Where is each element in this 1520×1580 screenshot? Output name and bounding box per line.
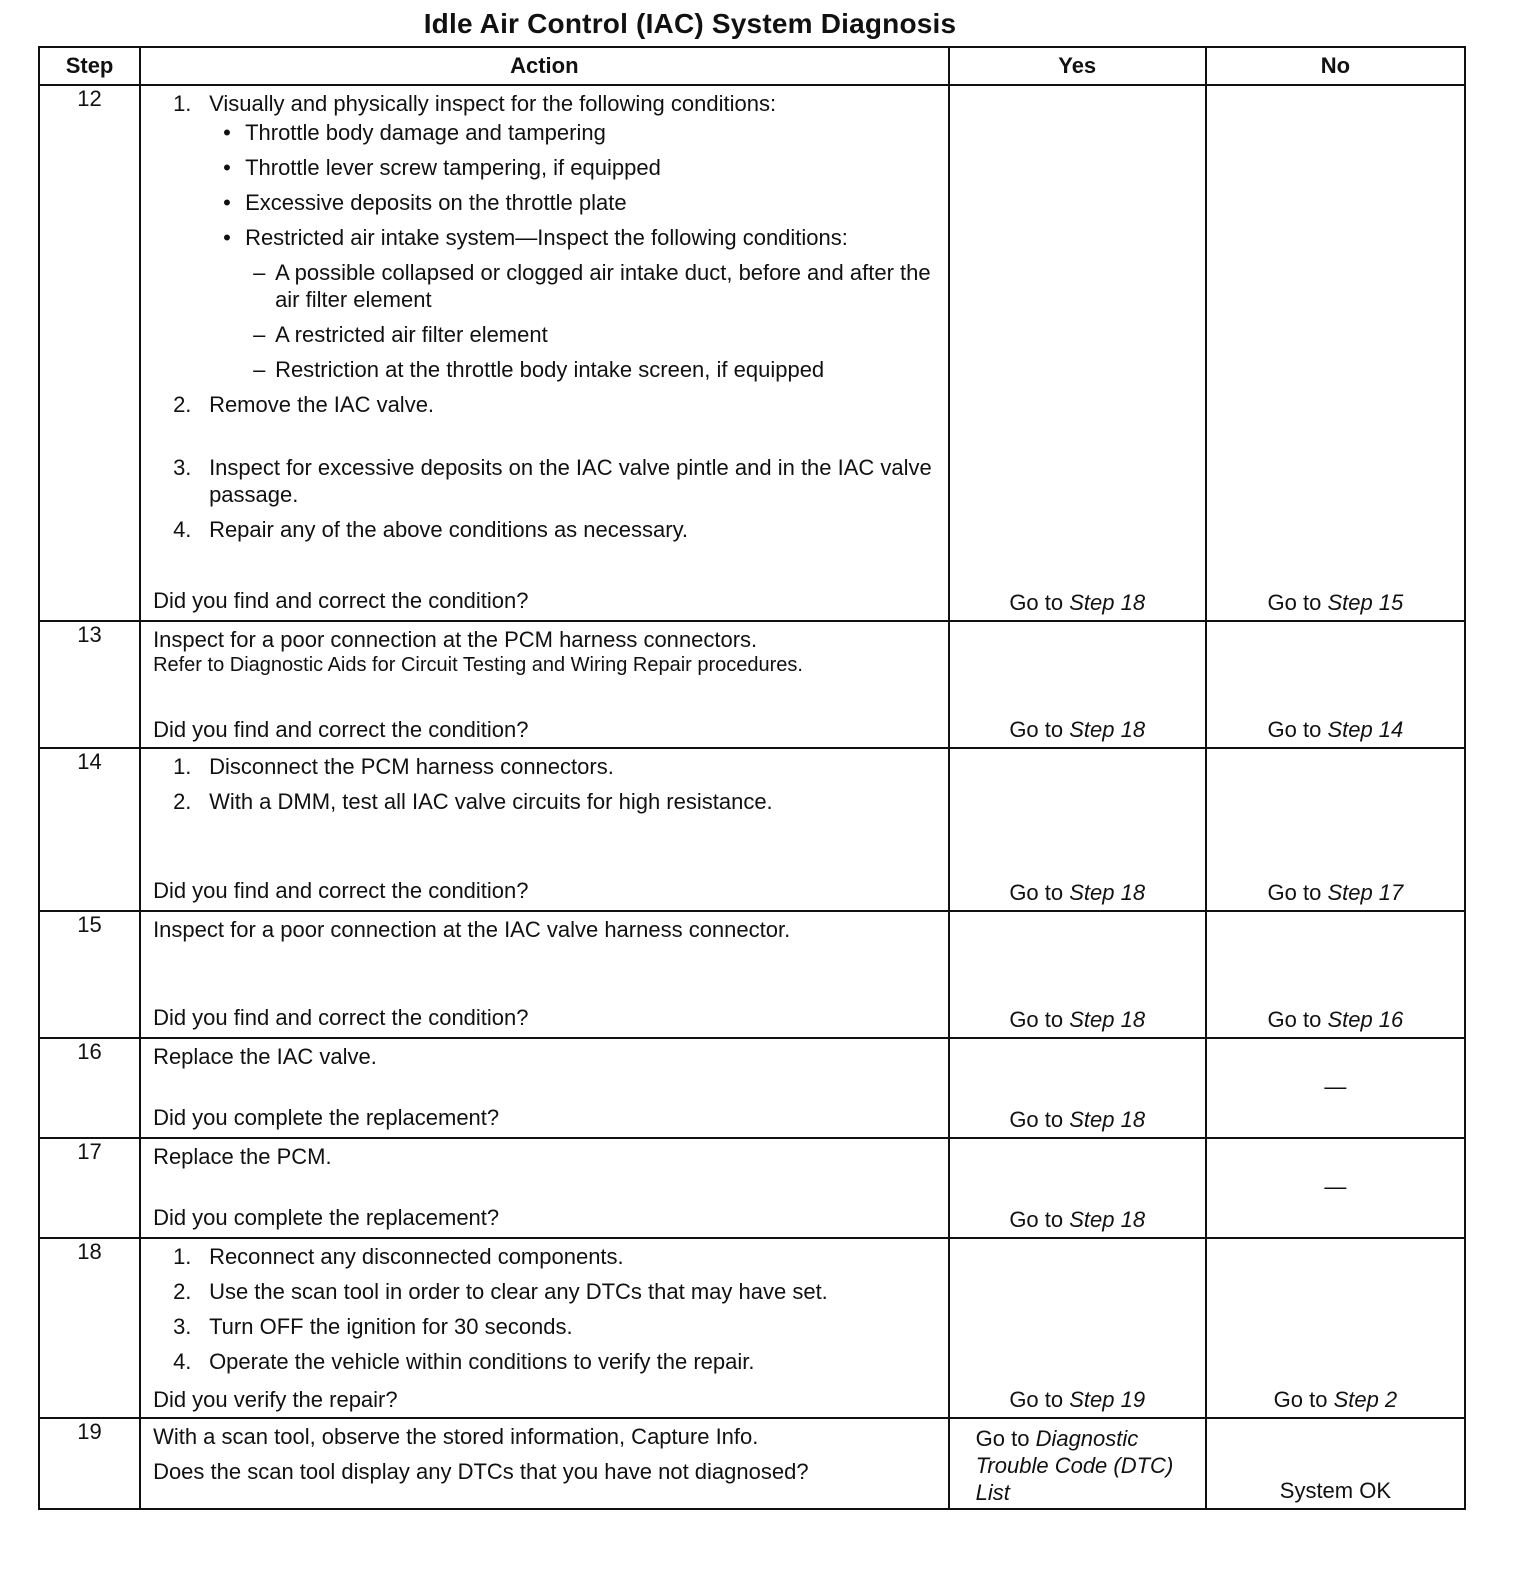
- dash-icon: –: [253, 322, 266, 347]
- no-step-link: Step 15: [1327, 590, 1404, 615]
- bullet-icon: •: [223, 155, 231, 180]
- action-cell: [140, 85, 949, 621]
- dtc-list-link: Diagnostic Trouble Code (DTC) List: [975, 1426, 1174, 1505]
- no-cell: Go to Step 15: [1206, 85, 1465, 621]
- action-cell: [140, 1238, 949, 1418]
- diagnosis-table: [38, 46, 1466, 1510]
- yes-cell: Go to Step 18: [949, 911, 1206, 1038]
- step-number: 14: [39, 748, 140, 911]
- header-action: Action: [140, 47, 949, 85]
- dash-icon: –: [253, 260, 266, 285]
- action-cell: [140, 911, 949, 1038]
- action-cell: [140, 621, 949, 748]
- question-text: Did you find and correct the condition?: [153, 878, 529, 903]
- list-item: • Throttle body damage and tampering: [223, 120, 606, 145]
- step-number: 15: [39, 911, 140, 1038]
- list-item: 4. Operate the vehicle within conditions to verify the repair.: [173, 1349, 755, 1374]
- list-item: 4. Repair any of the above conditions as necessary.: [173, 517, 689, 542]
- table-row: [39, 1238, 1465, 1418]
- question-text: Did you complete the replacement?: [153, 1105, 500, 1130]
- action-cell: [140, 1138, 949, 1238]
- list-item: 2. Remove the IAC valve.: [173, 392, 435, 417]
- action-cell: [140, 1038, 949, 1138]
- list-item: 1. Disconnect the PCM harness connectors.: [173, 754, 614, 779]
- action-note: Refer to Diagnostic Aids for Circuit Testing and Wiring Repair procedures.: [153, 654, 803, 676]
- list-item: • Restricted air intake system—Inspect the following conditions: – A possible collapsed or clogged air intake duct, before and after the air filter element – A restricted air filter element – Restriction at the throttle body intake screen, if equipped: [209, 224, 936, 383]
- table-row: [39, 85, 1465, 621]
- list-item: 1. Visually and physically inspect for the following conditions: • Throttle body damage and tampering • Throttle lever screw tampering, if equipped • Excessive deposits on the throttle plate • Restricted air intake system—Inspect the following conditions: – A possible collapsed or clogged air intake duct, before and after the air filter element – A restricted air filter element – Restriction at the throttle body intake screen, if equipped: [153, 90, 936, 383]
- question-text: Did you find and correct the condition?: [153, 717, 529, 742]
- question-text: Did you verify the repair?: [153, 1387, 398, 1412]
- bullet-icon: •: [223, 190, 231, 215]
- yes-cell: Go to Step 18: [949, 1038, 1206, 1138]
- step-number: 16: [39, 1038, 140, 1138]
- no-cell: Go to Step 17: [1206, 748, 1465, 911]
- question-text: Did you complete the replacement?: [153, 1205, 500, 1230]
- list-item: 3. Turn OFF the ignition for 30 seconds.: [173, 1314, 573, 1339]
- yes-cell: Go to Diagnostic Trouble Code (DTC) List: [949, 1418, 1206, 1509]
- list-item: – A restricted air filter element: [253, 322, 548, 347]
- no-value: —: [1324, 1174, 1347, 1199]
- header-yes: Yes: [949, 47, 1206, 85]
- action-text: With a scan tool, observe the stored information, Capture Info.: [153, 1424, 759, 1449]
- list-item: – Restriction at the throttle body intake screen, if equipped: [253, 357, 825, 382]
- step-number: 12: [39, 85, 140, 621]
- yes-cell: Go to Step 18: [949, 85, 1206, 621]
- step-number: 18: [39, 1238, 140, 1418]
- table-row: [39, 1138, 1465, 1238]
- document-title: Idle Air Control (IAC) System Diagnosis: [423, 8, 957, 39]
- no-cell: Go to Step 14: [1206, 621, 1465, 748]
- dash-icon: –: [253, 357, 266, 382]
- question-text: Does the scan tool display any DTCs that you have not diagnosed?: [153, 1459, 809, 1484]
- table-row: [39, 1418, 1465, 1509]
- yes-cell: Go to Step 18: [949, 1138, 1206, 1238]
- table-row: [39, 748, 1465, 911]
- list-item: • Throttle lever screw tampering, if equipped: [223, 155, 661, 180]
- action-cell: [140, 1418, 949, 1509]
- yes-cell: Go to Step 18: [949, 621, 1206, 748]
- no-cell: Go to Step 16: [1206, 911, 1465, 1038]
- header-step: Step: [39, 47, 140, 85]
- list-item: – A possible collapsed or clogged air intake duct, before and after the air filter element: [253, 260, 931, 312]
- yes-cell: Go to Step 18: [949, 748, 1206, 911]
- step-number: 17: [39, 1138, 140, 1238]
- list-item: 3. Inspect for excessive deposits on the IAC valve pintle and in the IAC valve passage.: [173, 455, 932, 507]
- list-item: 2. Use the scan tool in order to clear any DTCs that may have set.: [173, 1279, 828, 1304]
- header-row: [39, 47, 1465, 85]
- action-text: Inspect for a poor connection at the PCM harness connectors.: [153, 627, 758, 652]
- question-text: Did you find and correct the condition?: [153, 588, 529, 613]
- yes-cell: Go to Step 19: [949, 1238, 1206, 1418]
- table-row: [39, 621, 1465, 748]
- list-item: 1. Reconnect any disconnected components.: [173, 1244, 624, 1269]
- no-value: System OK: [1279, 1478, 1392, 1503]
- action-cell: [140, 748, 949, 911]
- list-item: 2. With a DMM, test all IAC valve circuits for high resistance.: [173, 789, 773, 814]
- no-cell: [1206, 1138, 1465, 1238]
- action-text: Inspect for a poor connection at the IAC valve harness connector.: [153, 917, 791, 942]
- list-item: • Excessive deposits on the throttle plate: [223, 190, 627, 215]
- yes-step-link: Step 18: [1069, 590, 1146, 615]
- step-number: 13: [39, 621, 140, 748]
- question-text: Did you find and correct the condition?: [153, 1005, 529, 1030]
- no-cell: Go to Step 2: [1206, 1238, 1465, 1418]
- no-cell: [1206, 1418, 1465, 1509]
- bullet-icon: •: [223, 225, 231, 250]
- no-cell: [1206, 1038, 1465, 1138]
- action-text: Replace the PCM.: [153, 1144, 332, 1169]
- table-row: [39, 911, 1465, 1038]
- table-row: [39, 1038, 1465, 1138]
- action-text: Replace the IAC valve.: [153, 1044, 377, 1069]
- step-number: 19: [39, 1418, 140, 1509]
- header-no: No: [1206, 47, 1465, 85]
- bullet-icon: •: [223, 120, 231, 145]
- no-value: —: [1324, 1074, 1347, 1099]
